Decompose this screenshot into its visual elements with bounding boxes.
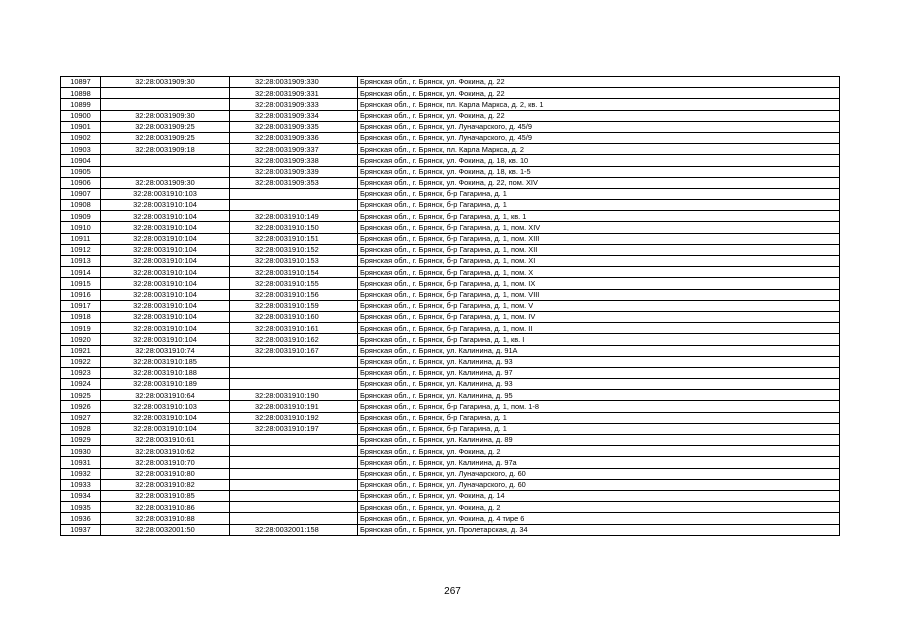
cadastral-number-cell — [230, 513, 358, 524]
address-cell: Брянская обл., г. Брянск, ул. Луначарского, д. 60 — [358, 468, 840, 479]
address-cell: Брянская обл., г. Брянск, ул. Фокина, д. 22 — [358, 77, 840, 88]
parent-cadastral-number-cell: 32:28:0031910:86 — [101, 502, 230, 513]
parent-cadastral-number-cell: 32:28:0031910:104 — [101, 256, 230, 267]
parent-cadastral-number-cell: 32:28:0031910:185 — [101, 356, 230, 367]
address-cell: Брянская обл., г. Брянск, ул. Фокина, д. 22, пом. XIV — [358, 177, 840, 188]
table-row — [61, 88, 840, 99]
row-number-cell: 10918 — [61, 311, 101, 322]
row-number-cell: 10916 — [61, 289, 101, 300]
row-number-cell: 10937 — [61, 524, 101, 535]
parent-cadastral-number-cell: 32:28:0031910:104 — [101, 300, 230, 311]
table-row — [61, 524, 840, 535]
cadastral-number-cell: 32:28:0031910:160 — [230, 311, 358, 322]
address-cell: Брянская обл., г. Брянск, б-р Гагарина, д. 1, кв. 1 — [358, 211, 840, 222]
cadastral-number-cell — [230, 490, 358, 501]
row-number-cell: 10925 — [61, 390, 101, 401]
parent-cadastral-number-cell — [101, 99, 230, 110]
table-row — [61, 356, 840, 367]
table-row — [61, 188, 840, 199]
row-number-cell: 10933 — [61, 479, 101, 490]
row-number-cell: 10934 — [61, 490, 101, 501]
parent-cadastral-number-cell — [101, 88, 230, 99]
table-row — [61, 233, 840, 244]
cadastral-number-cell: 32:28:0031910:190 — [230, 390, 358, 401]
table-row — [61, 211, 840, 222]
parent-cadastral-number-cell: 32:28:0031910:104 — [101, 278, 230, 289]
address-cell: Брянская обл., г. Брянск, б-р Гагарина, д. 1, пом. II — [358, 323, 840, 334]
row-number-cell: 10936 — [61, 513, 101, 524]
table-row — [61, 110, 840, 121]
parent-cadastral-number-cell: 32:28:0031910:70 — [101, 457, 230, 468]
parent-cadastral-number-cell: 32:28:0031910:104 — [101, 323, 230, 334]
row-number-cell: 10930 — [61, 446, 101, 457]
address-cell: Брянская обл., г. Брянск, б-р Гагарина, д. 1, пом. X — [358, 267, 840, 278]
address-cell: Брянская обл., г. Брянск, б-р Гагарина, д. 1, кв. I — [358, 334, 840, 345]
cadastral-number-cell: 32:28:0031909:337 — [230, 144, 358, 155]
row-number-cell: 10915 — [61, 278, 101, 289]
row-number-cell: 10931 — [61, 457, 101, 468]
table-row — [61, 334, 840, 345]
cadastral-number-cell: 32:28:0031910:154 — [230, 267, 358, 278]
cadastral-number-cell — [230, 200, 358, 211]
parent-cadastral-number-cell: 32:28:0031909:30 — [101, 77, 230, 88]
row-number-cell: 10922 — [61, 356, 101, 367]
address-cell: Брянская обл., г. Брянск, ул. Фокина, д. 2 — [358, 446, 840, 457]
parent-cadastral-number-cell: 32:28:0031910:104 — [101, 244, 230, 255]
row-number-cell: 10932 — [61, 468, 101, 479]
row-number-cell: 10899 — [61, 99, 101, 110]
row-number-cell: 10921 — [61, 345, 101, 356]
parent-cadastral-number-cell: 32:28:0031910:104 — [101, 267, 230, 278]
cadastral-number-cell: 32:28:0031909:353 — [230, 177, 358, 188]
address-cell: Брянская обл., г. Брянск, б-р Гагарина, д. 1, пом. XI — [358, 256, 840, 267]
cadastral-number-cell — [230, 457, 358, 468]
address-cell: Брянская обл., г. Брянск, пл. Карла Маркса, д. 2 — [358, 144, 840, 155]
parent-cadastral-number-cell: 32:28:0031910:61 — [101, 435, 230, 446]
parent-cadastral-number-cell: 32:28:0031910:188 — [101, 367, 230, 378]
cadastral-number-cell: 32:28:0031910:162 — [230, 334, 358, 345]
row-number-cell: 10917 — [61, 300, 101, 311]
table-row — [61, 177, 840, 188]
parent-cadastral-number-cell: 32:28:0031910:104 — [101, 334, 230, 345]
row-number-cell: 10935 — [61, 502, 101, 513]
row-number-cell: 10919 — [61, 323, 101, 334]
cadastral-number-cell: 32:28:0031910:167 — [230, 345, 358, 356]
address-cell: Брянская обл., г. Брянск, ул. Фокина, д. 2 — [358, 502, 840, 513]
table-row — [61, 99, 840, 110]
row-number-cell: 10926 — [61, 401, 101, 412]
cadastral-number-cell: 32:28:0031910:155 — [230, 278, 358, 289]
address-cell: Брянская обл., г. Брянск, б-р Гагарина, д. 1, пом. XII — [358, 244, 840, 255]
address-cell: Брянская обл., г. Брянск, б-р Гагарина, д. 1 — [358, 423, 840, 434]
address-cell: Брянская обл., г. Брянск, б-р Гагарина, д. 1, пом. XIV — [358, 222, 840, 233]
cadastral-number-cell: 32:28:0031909:334 — [230, 110, 358, 121]
row-number-cell: 10927 — [61, 412, 101, 423]
parent-cadastral-number-cell: 32:28:0031910:103 — [101, 188, 230, 199]
row-number-cell: 10913 — [61, 256, 101, 267]
address-cell: Брянская обл., г. Брянск, ул. Луначарского, д. 45/9 — [358, 132, 840, 143]
address-cell: Брянская обл., г. Брянск, б-р Гагарина, д. 1, пом. IX — [358, 278, 840, 289]
table-row — [61, 267, 840, 278]
table-row — [61, 244, 840, 255]
parent-cadastral-number-cell: 32:28:0031910:85 — [101, 490, 230, 501]
row-number-cell: 10909 — [61, 211, 101, 222]
cadastral-number-cell: 32:28:0031909:338 — [230, 155, 358, 166]
parent-cadastral-number-cell: 32:28:0031910:104 — [101, 222, 230, 233]
parent-cadastral-number-cell — [101, 155, 230, 166]
parent-cadastral-number-cell: 32:28:0031910:74 — [101, 345, 230, 356]
table-row — [61, 502, 840, 513]
register-table-body — [61, 77, 840, 536]
table-row — [61, 278, 840, 289]
table-row — [61, 468, 840, 479]
cadastral-number-cell — [230, 479, 358, 490]
cadastral-number-cell: 32:28:0031910:152 — [230, 244, 358, 255]
row-number-cell: 10912 — [61, 244, 101, 255]
cadastral-number-cell — [230, 188, 358, 199]
table-row — [61, 311, 840, 322]
cadastral-number-cell: 32:28:0031909:333 — [230, 99, 358, 110]
table-row — [61, 132, 840, 143]
table-row — [61, 200, 840, 211]
row-number-cell: 10897 — [61, 77, 101, 88]
row-number-cell: 10905 — [61, 166, 101, 177]
table-row — [61, 401, 840, 412]
cadastral-number-cell: 32:28:0031910:156 — [230, 289, 358, 300]
cadastral-number-cell: 32:28:0031909:339 — [230, 166, 358, 177]
address-cell: Брянская обл., г. Брянск, ул. Фокина, д. 18, кв. 10 — [358, 155, 840, 166]
cadastral-number-cell: 32:28:0031910:197 — [230, 423, 358, 434]
parent-cadastral-number-cell: 32:28:0031909:25 — [101, 132, 230, 143]
table-row — [61, 345, 840, 356]
table-row — [61, 479, 840, 490]
cadastral-number-cell — [230, 367, 358, 378]
cadastral-number-cell — [230, 379, 358, 390]
table-row — [61, 457, 840, 468]
table-row — [61, 144, 840, 155]
address-cell: Брянская обл., г. Брянск, ул. Калинина, д. 93 — [358, 356, 840, 367]
address-cell: Брянская обл., г. Брянск, б-р Гагарина, д. 1, пом. V — [358, 300, 840, 311]
row-number-cell: 10929 — [61, 435, 101, 446]
row-number-cell: 10901 — [61, 121, 101, 132]
cadastral-number-cell: 32:28:0031910:159 — [230, 300, 358, 311]
address-cell: Брянская обл., г. Брянск, ул. Калинина, д. 91А — [358, 345, 840, 356]
parent-cadastral-number-cell: 32:28:0031909:25 — [101, 121, 230, 132]
row-number-cell: 10920 — [61, 334, 101, 345]
cadastral-number-cell — [230, 435, 358, 446]
parent-cadastral-number-cell — [101, 166, 230, 177]
parent-cadastral-number-cell: 32:28:0031909:30 — [101, 177, 230, 188]
row-number-cell: 10907 — [61, 188, 101, 199]
address-cell: Брянская обл., г. Брянск, б-р Гагарина, д. 1, пом. 1-8 — [358, 401, 840, 412]
parent-cadastral-number-cell: 32:28:0031910:62 — [101, 446, 230, 457]
cadastral-number-cell — [230, 468, 358, 479]
address-cell: Брянская обл., г. Брянск, ул. Луначарского, д. 60 — [358, 479, 840, 490]
address-cell: Брянская обл., г. Брянск, б-р Гагарина, д. 1 — [358, 200, 840, 211]
parent-cadastral-number-cell: 32:28:0032001:50 — [101, 524, 230, 535]
cadastral-number-cell — [230, 446, 358, 457]
table-row — [61, 412, 840, 423]
address-cell: Брянская обл., г. Брянск, ул. Калинина, д. 93 — [358, 379, 840, 390]
parent-cadastral-number-cell: 32:28:0031910:104 — [101, 311, 230, 322]
table-row — [61, 166, 840, 177]
table-row — [61, 423, 840, 434]
parent-cadastral-number-cell: 32:28:0031910:104 — [101, 233, 230, 244]
table-row — [61, 289, 840, 300]
table-row — [61, 300, 840, 311]
address-cell: Брянская обл., г. Брянск, ул. Фокина, д. 4 тире 6 — [358, 513, 840, 524]
parent-cadastral-number-cell: 32:28:0031909:30 — [101, 110, 230, 121]
parent-cadastral-number-cell: 32:28:0031910:88 — [101, 513, 230, 524]
row-number-cell: 10903 — [61, 144, 101, 155]
row-number-cell: 10924 — [61, 379, 101, 390]
cadastral-number-cell: 32:28:0031909:336 — [230, 132, 358, 143]
row-number-cell: 10902 — [61, 132, 101, 143]
page-number: 267 — [444, 586, 461, 597]
table-row — [61, 256, 840, 267]
parent-cadastral-number-cell: 32:28:0031910:104 — [101, 423, 230, 434]
cadastral-number-cell: 32:28:0031910:161 — [230, 323, 358, 334]
cadastral-number-cell: 32:28:0031909:331 — [230, 88, 358, 99]
cadastral-number-cell: 32:28:0031910:150 — [230, 222, 358, 233]
row-number-cell: 10923 — [61, 367, 101, 378]
row-number-cell: 10898 — [61, 88, 101, 99]
parent-cadastral-number-cell: 32:28:0031910:104 — [101, 211, 230, 222]
parent-cadastral-number-cell: 32:28:0031910:104 — [101, 200, 230, 211]
address-cell: Брянская обл., г. Брянск, ул. Калинина, д. 89 — [358, 435, 840, 446]
table-row — [61, 435, 840, 446]
address-cell: Брянская обл., г. Брянск, ул. Фокина, д. 22 — [358, 110, 840, 121]
table-row — [61, 379, 840, 390]
row-number-cell: 10900 — [61, 110, 101, 121]
address-cell: Брянская обл., г. Брянск, б-р Гагарина, д. 1, пом. IV — [358, 311, 840, 322]
table-row — [61, 390, 840, 401]
address-cell: Брянская обл., г. Брянск, ул. Фокина, д. 14 — [358, 490, 840, 501]
parent-cadastral-number-cell: 32:28:0031910:103 — [101, 401, 230, 412]
parent-cadastral-number-cell: 32:28:0031910:189 — [101, 379, 230, 390]
parent-cadastral-number-cell: 32:28:0031910:64 — [101, 390, 230, 401]
cadastral-number-cell — [230, 502, 358, 513]
row-number-cell: 10914 — [61, 267, 101, 278]
cadastral-number-cell: 32:28:0031909:330 — [230, 77, 358, 88]
cadastral-number-cell: 32:28:0031910:151 — [230, 233, 358, 244]
parent-cadastral-number-cell: 32:28:0031910:104 — [101, 289, 230, 300]
table-row — [61, 121, 840, 132]
table-row — [61, 513, 840, 524]
parent-cadastral-number-cell: 32:28:0031910:80 — [101, 468, 230, 479]
address-cell: Брянская обл., г. Брянск, ул. Фокина, д. 18, кв. 1-5 — [358, 166, 840, 177]
address-cell: Брянская обл., г. Брянск, б-р Гагарина, д. 1, пом. XIII — [358, 233, 840, 244]
row-number-cell: 10910 — [61, 222, 101, 233]
cadastral-number-cell: 32:28:0032001:158 — [230, 524, 358, 535]
cadastral-number-cell: 32:28:0031910:153 — [230, 256, 358, 267]
address-cell: Брянская обл., г. Брянск, б-р Гагарина, д. 1 — [358, 188, 840, 199]
row-number-cell: 10928 — [61, 423, 101, 434]
parent-cadastral-number-cell: 32:28:0031910:104 — [101, 412, 230, 423]
address-cell: Брянская обл., г. Брянск, б-р Гагарина, д. 1, пом. VIII — [358, 289, 840, 300]
table-row — [61, 490, 840, 501]
cadastral-number-cell: 32:28:0031910:192 — [230, 412, 358, 423]
cadastral-number-cell: 32:28:0031910:191 — [230, 401, 358, 412]
cadastral-register-table — [60, 76, 840, 536]
table-row — [61, 155, 840, 166]
table-row — [61, 367, 840, 378]
address-cell: Брянская обл., г. Брянск, ул. Луначарского, д. 45/9 — [358, 121, 840, 132]
table-row — [61, 222, 840, 233]
address-cell: Брянская обл., г. Брянск, ул. Калинина, д. 97 — [358, 367, 840, 378]
row-number-cell: 10908 — [61, 200, 101, 211]
table-row — [61, 77, 840, 88]
row-number-cell: 10911 — [61, 233, 101, 244]
table-row — [61, 446, 840, 457]
address-cell: Брянская обл., г. Брянск, ул. Пролетарская, д. 34 — [358, 524, 840, 535]
cadastral-number-cell: 32:28:0031909:335 — [230, 121, 358, 132]
address-cell: Брянская обл., г. Брянск, ул. Калинина, д. 97а — [358, 457, 840, 468]
row-number-cell: 10904 — [61, 155, 101, 166]
address-cell: Брянская обл., г. Брянск, пл. Карла Маркса, д. 2, кв. 1 — [358, 99, 840, 110]
address-cell: Брянская обл., г. Брянск, ул. Фокина, д. 22 — [358, 88, 840, 99]
cadastral-number-cell — [230, 356, 358, 367]
address-cell: Брянская обл., г. Брянск, б-р Гагарина, д. 1 — [358, 412, 840, 423]
cadastral-number-cell: 32:28:0031910:149 — [230, 211, 358, 222]
address-cell: Брянская обл., г. Брянск, ул. Калинина, д. 95 — [358, 390, 840, 401]
row-number-cell: 10906 — [61, 177, 101, 188]
parent-cadastral-number-cell: 32:28:0031910:82 — [101, 479, 230, 490]
table-row — [61, 323, 840, 334]
parent-cadastral-number-cell: 32:28:0031909:18 — [101, 144, 230, 155]
